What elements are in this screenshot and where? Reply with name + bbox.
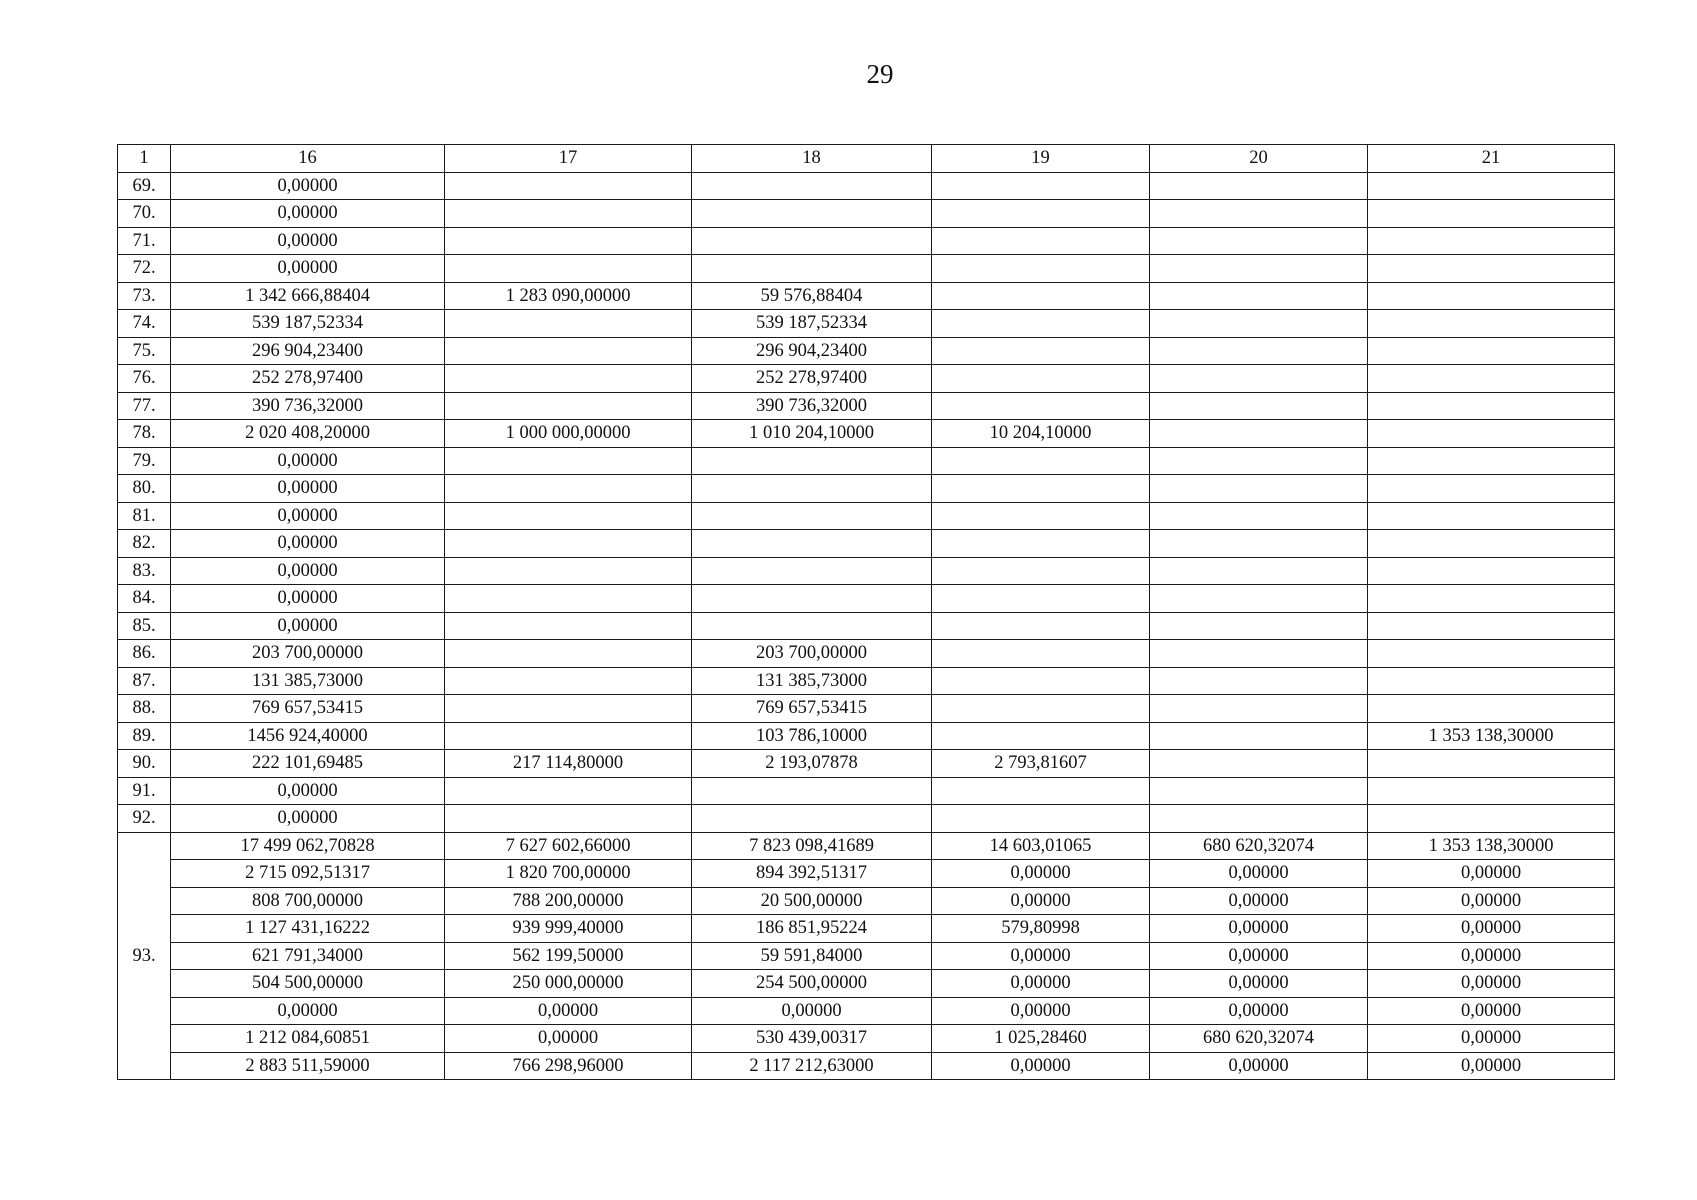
table-row bbox=[118, 392, 1615, 420]
header-cell: 16 bbox=[171, 145, 445, 173]
table-row bbox=[118, 832, 1615, 860]
value-cell: 1 342 666,88404 bbox=[171, 282, 445, 310]
value-cell bbox=[1150, 392, 1368, 420]
value-cell bbox=[1150, 805, 1368, 833]
value-cell bbox=[1150, 255, 1368, 283]
value-cell: 0,00000 bbox=[171, 447, 445, 475]
value-cell: 0,00000 bbox=[171, 997, 445, 1025]
value-cell bbox=[1150, 722, 1368, 750]
row-number-cell: 79. bbox=[118, 447, 171, 475]
value-cell bbox=[445, 612, 692, 640]
table-row bbox=[118, 640, 1615, 668]
value-cell bbox=[1368, 475, 1615, 503]
value-cell bbox=[932, 172, 1150, 200]
value-cell bbox=[445, 365, 692, 393]
row-number-cell: 90. bbox=[118, 750, 171, 778]
value-cell bbox=[445, 585, 692, 613]
value-cell bbox=[932, 502, 1150, 530]
data-table bbox=[117, 144, 1615, 1080]
row-number-cell: 74. bbox=[118, 310, 171, 338]
value-cell bbox=[1368, 667, 1615, 695]
value-cell bbox=[1368, 612, 1615, 640]
value-cell: 0,00000 bbox=[1150, 942, 1368, 970]
table-row bbox=[118, 447, 1615, 475]
value-cell: 0,00000 bbox=[445, 997, 692, 1025]
value-cell bbox=[932, 447, 1150, 475]
table-row bbox=[118, 612, 1615, 640]
table-row bbox=[118, 1052, 1615, 1080]
value-cell: 680 620,32074 bbox=[1150, 832, 1368, 860]
table-row bbox=[118, 530, 1615, 558]
header-row bbox=[118, 145, 1615, 173]
value-cell bbox=[932, 282, 1150, 310]
value-cell: 0,00000 bbox=[932, 1052, 1150, 1080]
value-cell bbox=[932, 557, 1150, 585]
value-cell bbox=[1150, 777, 1368, 805]
table-row bbox=[118, 585, 1615, 613]
table-row bbox=[118, 997, 1615, 1025]
row-number-cell: 84. bbox=[118, 585, 171, 613]
value-cell: 7 627 602,66000 bbox=[445, 832, 692, 860]
row-number-cell: 87. bbox=[118, 667, 171, 695]
value-cell: 10 204,10000 bbox=[932, 420, 1150, 448]
value-cell: 0,00000 bbox=[932, 970, 1150, 998]
value-cell bbox=[1150, 172, 1368, 200]
value-cell bbox=[1368, 530, 1615, 558]
row-number-cell: 71. bbox=[118, 227, 171, 255]
value-cell: 254 500,00000 bbox=[692, 970, 932, 998]
table-row bbox=[118, 667, 1615, 695]
table-row bbox=[118, 365, 1615, 393]
value-cell bbox=[445, 530, 692, 558]
value-cell: 766 298,96000 bbox=[445, 1052, 692, 1080]
value-cell: 14 603,01065 bbox=[932, 832, 1150, 860]
value-cell: 0,00000 bbox=[932, 887, 1150, 915]
value-cell: 0,00000 bbox=[171, 777, 445, 805]
value-cell: 0,00000 bbox=[1368, 915, 1615, 943]
value-cell bbox=[1150, 200, 1368, 228]
value-cell bbox=[1150, 227, 1368, 255]
value-cell: 250 000,00000 bbox=[445, 970, 692, 998]
row-number-cell: 81. bbox=[118, 502, 171, 530]
value-cell bbox=[445, 667, 692, 695]
value-cell bbox=[692, 255, 932, 283]
table-row bbox=[118, 337, 1615, 365]
row-number-cell: 86. bbox=[118, 640, 171, 668]
value-cell: 539 187,52334 bbox=[171, 310, 445, 338]
value-cell: 131 385,73000 bbox=[692, 667, 932, 695]
row-number-cell: 77. bbox=[118, 392, 171, 420]
value-cell bbox=[1368, 805, 1615, 833]
row-number-cell: 88. bbox=[118, 695, 171, 723]
value-cell: 769 657,53415 bbox=[692, 695, 932, 723]
value-cell: 0,00000 bbox=[171, 612, 445, 640]
row-number-cell: 69. bbox=[118, 172, 171, 200]
value-cell bbox=[445, 502, 692, 530]
value-cell bbox=[445, 777, 692, 805]
value-cell: 0,00000 bbox=[1150, 887, 1368, 915]
value-cell: 0,00000 bbox=[1368, 1025, 1615, 1053]
value-cell: 894 392,51317 bbox=[692, 860, 932, 888]
value-cell bbox=[445, 557, 692, 585]
value-cell: 1 127 431,16222 bbox=[171, 915, 445, 943]
value-cell: 769 657,53415 bbox=[171, 695, 445, 723]
value-cell: 217 114,80000 bbox=[445, 750, 692, 778]
value-cell bbox=[692, 172, 932, 200]
value-cell: 222 101,69485 bbox=[171, 750, 445, 778]
value-cell bbox=[1368, 337, 1615, 365]
value-cell bbox=[1368, 695, 1615, 723]
value-cell bbox=[445, 805, 692, 833]
value-cell: 0,00000 bbox=[1150, 915, 1368, 943]
table-row bbox=[118, 970, 1615, 998]
value-cell bbox=[1368, 282, 1615, 310]
value-cell bbox=[1368, 365, 1615, 393]
value-cell bbox=[1368, 557, 1615, 585]
value-cell: 2 117 212,63000 bbox=[692, 1052, 932, 1080]
value-cell bbox=[445, 227, 692, 255]
row-number-cell: 75. bbox=[118, 337, 171, 365]
value-cell: 0,00000 bbox=[1368, 997, 1615, 1025]
value-cell bbox=[932, 695, 1150, 723]
value-cell bbox=[445, 640, 692, 668]
value-cell bbox=[1150, 640, 1368, 668]
value-cell: 1 000 000,00000 bbox=[445, 420, 692, 448]
table-row bbox=[118, 915, 1615, 943]
value-cell: 0,00000 bbox=[445, 1025, 692, 1053]
value-cell bbox=[692, 502, 932, 530]
value-cell bbox=[692, 475, 932, 503]
table-row bbox=[118, 200, 1615, 228]
table-row bbox=[118, 805, 1615, 833]
value-cell: 203 700,00000 bbox=[692, 640, 932, 668]
value-cell bbox=[692, 530, 932, 558]
value-cell: 0,00000 bbox=[1368, 887, 1615, 915]
value-cell: 680 620,32074 bbox=[1150, 1025, 1368, 1053]
value-cell bbox=[1150, 695, 1368, 723]
value-cell: 0,00000 bbox=[1150, 860, 1368, 888]
value-cell: 0,00000 bbox=[171, 502, 445, 530]
value-cell: 0,00000 bbox=[932, 997, 1150, 1025]
row-number-cell: 91. bbox=[118, 777, 171, 805]
header-cell: 17 bbox=[445, 145, 692, 173]
value-cell bbox=[445, 200, 692, 228]
value-cell bbox=[932, 475, 1150, 503]
value-cell bbox=[1150, 530, 1368, 558]
row-number-cell: 70. bbox=[118, 200, 171, 228]
value-cell: 0,00000 bbox=[1368, 942, 1615, 970]
value-cell: 390 736,32000 bbox=[171, 392, 445, 420]
value-cell: 1 283 090,00000 bbox=[445, 282, 692, 310]
value-cell bbox=[932, 777, 1150, 805]
value-cell bbox=[1150, 310, 1368, 338]
row-number-cell: 85. bbox=[118, 612, 171, 640]
value-cell: 103 786,10000 bbox=[692, 722, 932, 750]
table-row bbox=[118, 282, 1615, 310]
value-cell bbox=[1150, 420, 1368, 448]
value-cell: 0,00000 bbox=[1368, 860, 1615, 888]
value-cell bbox=[1150, 612, 1368, 640]
value-cell bbox=[692, 777, 932, 805]
table-row bbox=[118, 172, 1615, 200]
value-cell bbox=[1368, 227, 1615, 255]
value-cell bbox=[1368, 777, 1615, 805]
value-cell: 0,00000 bbox=[171, 475, 445, 503]
row-number-cell: 76. bbox=[118, 365, 171, 393]
value-cell: 0,00000 bbox=[171, 805, 445, 833]
value-cell bbox=[932, 255, 1150, 283]
value-cell bbox=[1150, 585, 1368, 613]
value-cell: 2 883 511,59000 bbox=[171, 1052, 445, 1080]
value-cell bbox=[1368, 420, 1615, 448]
value-cell: 0,00000 bbox=[1150, 997, 1368, 1025]
value-cell bbox=[692, 612, 932, 640]
value-cell bbox=[1150, 750, 1368, 778]
value-cell: 0,00000 bbox=[171, 227, 445, 255]
value-cell bbox=[445, 695, 692, 723]
row-number-cell: 93. bbox=[118, 832, 171, 1080]
value-cell: 539 187,52334 bbox=[692, 310, 932, 338]
value-cell: 2 715 092,51317 bbox=[171, 860, 445, 888]
value-cell: 579,80998 bbox=[932, 915, 1150, 943]
value-cell bbox=[932, 530, 1150, 558]
table-row bbox=[118, 695, 1615, 723]
value-cell: 2 193,07878 bbox=[692, 750, 932, 778]
value-cell bbox=[932, 392, 1150, 420]
value-cell bbox=[932, 200, 1150, 228]
value-cell bbox=[1368, 750, 1615, 778]
value-cell bbox=[1368, 200, 1615, 228]
value-cell bbox=[445, 255, 692, 283]
value-cell: 808 700,00000 bbox=[171, 887, 445, 915]
value-cell: 0,00000 bbox=[692, 997, 932, 1025]
value-cell: 939 999,40000 bbox=[445, 915, 692, 943]
value-cell: 20 500,00000 bbox=[692, 887, 932, 915]
value-cell: 0,00000 bbox=[171, 172, 445, 200]
value-cell bbox=[445, 310, 692, 338]
value-cell: 0,00000 bbox=[171, 585, 445, 613]
value-cell: 0,00000 bbox=[1150, 970, 1368, 998]
value-cell: 59 591,84000 bbox=[692, 942, 932, 970]
value-cell bbox=[1368, 447, 1615, 475]
value-cell: 1 353 138,30000 bbox=[1368, 722, 1615, 750]
value-cell: 788 200,00000 bbox=[445, 887, 692, 915]
value-cell: 186 851,95224 bbox=[692, 915, 932, 943]
value-cell: 0,00000 bbox=[171, 255, 445, 283]
value-cell bbox=[445, 172, 692, 200]
value-cell: 203 700,00000 bbox=[171, 640, 445, 668]
value-cell bbox=[1368, 172, 1615, 200]
value-cell: 0,00000 bbox=[171, 557, 445, 585]
value-cell: 7 823 098,41689 bbox=[692, 832, 932, 860]
value-cell bbox=[1150, 667, 1368, 695]
row-number-cell: 83. bbox=[118, 557, 171, 585]
table-row bbox=[118, 255, 1615, 283]
value-cell bbox=[692, 805, 932, 833]
value-cell bbox=[1368, 502, 1615, 530]
value-cell: 17 499 062,70828 bbox=[171, 832, 445, 860]
value-cell: 1456 924,40000 bbox=[171, 722, 445, 750]
value-cell bbox=[1368, 255, 1615, 283]
value-cell: 1 212 084,60851 bbox=[171, 1025, 445, 1053]
value-cell: 2 793,81607 bbox=[932, 750, 1150, 778]
value-cell bbox=[932, 227, 1150, 255]
row-number-cell: 73. bbox=[118, 282, 171, 310]
value-cell: 1 010 204,10000 bbox=[692, 420, 932, 448]
table-row bbox=[118, 777, 1615, 805]
table-row bbox=[118, 722, 1615, 750]
table-body bbox=[118, 145, 1615, 1080]
table-row bbox=[118, 475, 1615, 503]
value-cell: 0,00000 bbox=[171, 530, 445, 558]
value-cell: 0,00000 bbox=[932, 860, 1150, 888]
value-cell bbox=[932, 722, 1150, 750]
value-cell: 252 278,97400 bbox=[692, 365, 932, 393]
value-cell: 0,00000 bbox=[171, 200, 445, 228]
value-cell bbox=[445, 722, 692, 750]
header-cell: 18 bbox=[692, 145, 932, 173]
value-cell bbox=[932, 805, 1150, 833]
table-row bbox=[118, 887, 1615, 915]
value-cell bbox=[445, 475, 692, 503]
value-cell bbox=[1150, 557, 1368, 585]
page-number: 29 bbox=[866, 59, 894, 89]
value-cell bbox=[445, 447, 692, 475]
value-cell bbox=[445, 392, 692, 420]
value-cell bbox=[1368, 310, 1615, 338]
value-cell bbox=[692, 227, 932, 255]
row-number-cell: 80. bbox=[118, 475, 171, 503]
value-cell bbox=[445, 337, 692, 365]
value-cell: 390 736,32000 bbox=[692, 392, 932, 420]
header-cell: 19 bbox=[932, 145, 1150, 173]
value-cell: 621 791,34000 bbox=[171, 942, 445, 970]
row-number-cell: 92. bbox=[118, 805, 171, 833]
table-row bbox=[118, 557, 1615, 585]
value-cell bbox=[1150, 365, 1368, 393]
value-cell bbox=[932, 667, 1150, 695]
value-cell bbox=[692, 200, 932, 228]
table-row bbox=[118, 860, 1615, 888]
value-cell bbox=[692, 557, 932, 585]
value-cell bbox=[1368, 392, 1615, 420]
value-cell: 2 020 408,20000 bbox=[171, 420, 445, 448]
row-number-cell: 82. bbox=[118, 530, 171, 558]
table-row bbox=[118, 310, 1615, 338]
value-cell bbox=[932, 310, 1150, 338]
value-cell bbox=[932, 585, 1150, 613]
value-cell: 296 904,23400 bbox=[171, 337, 445, 365]
row-number-cell: 89. bbox=[118, 722, 171, 750]
value-cell bbox=[932, 640, 1150, 668]
table-row bbox=[118, 750, 1615, 778]
table-row bbox=[118, 1025, 1615, 1053]
value-cell: 0,00000 bbox=[1368, 1052, 1615, 1080]
header-cell: 21 bbox=[1368, 145, 1615, 173]
value-cell: 1 025,28460 bbox=[932, 1025, 1150, 1053]
value-cell bbox=[932, 612, 1150, 640]
value-cell: 1 820 700,00000 bbox=[445, 860, 692, 888]
header-cell: 20 bbox=[1150, 145, 1368, 173]
table-row bbox=[118, 227, 1615, 255]
value-cell: 59 576,88404 bbox=[692, 282, 932, 310]
value-cell: 562 199,50000 bbox=[445, 942, 692, 970]
value-cell: 131 385,73000 bbox=[171, 667, 445, 695]
value-cell bbox=[692, 585, 932, 613]
value-cell: 1 353 138,30000 bbox=[1368, 832, 1615, 860]
header-cell: 1 bbox=[118, 145, 171, 173]
value-cell bbox=[1150, 502, 1368, 530]
row-number-cell: 78. bbox=[118, 420, 171, 448]
value-cell bbox=[1150, 447, 1368, 475]
value-cell: 0,00000 bbox=[1150, 1052, 1368, 1080]
value-cell: 0,00000 bbox=[932, 942, 1150, 970]
value-cell: 504 500,00000 bbox=[171, 970, 445, 998]
table-row bbox=[118, 420, 1615, 448]
value-cell bbox=[1150, 337, 1368, 365]
table-row bbox=[118, 502, 1615, 530]
value-cell: 252 278,97400 bbox=[171, 365, 445, 393]
value-cell bbox=[932, 365, 1150, 393]
value-cell bbox=[1150, 282, 1368, 310]
value-cell: 530 439,00317 bbox=[692, 1025, 932, 1053]
value-cell: 0,00000 bbox=[1368, 970, 1615, 998]
value-cell bbox=[1368, 585, 1615, 613]
value-cell bbox=[1150, 475, 1368, 503]
value-cell bbox=[692, 447, 932, 475]
table-row bbox=[118, 942, 1615, 970]
value-cell bbox=[932, 337, 1150, 365]
value-cell: 296 904,23400 bbox=[692, 337, 932, 365]
row-number-cell: 72. bbox=[118, 255, 171, 283]
value-cell bbox=[1368, 640, 1615, 668]
